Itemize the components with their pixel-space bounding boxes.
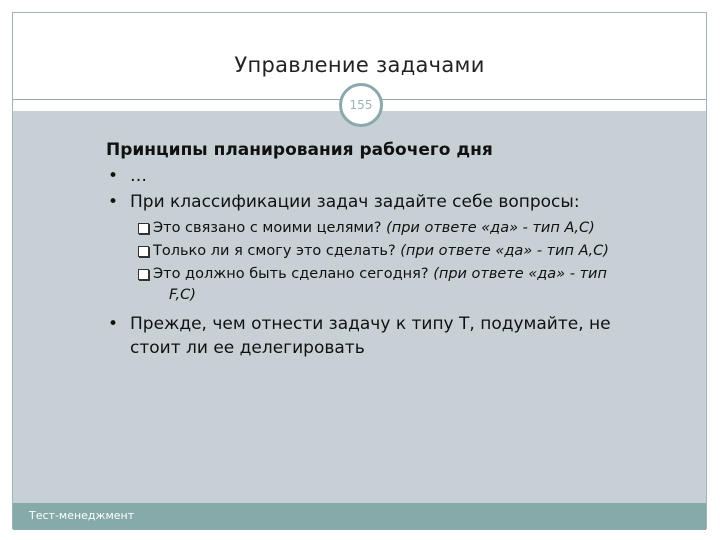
bullet-item <box>106 164 686 188</box>
bullet-item <box>106 190 686 214</box>
bullet-marker: • <box>108 314 119 334</box>
bullet-item <box>106 312 686 360</box>
question-answer-note: (при ответе «да» - тип <box>433 266 607 282</box>
footer-label: Тест-менеджмент <box>29 509 135 522</box>
content-heading: Принципы планирования рабочего дня <box>106 140 493 160</box>
question-answer-note: (при ответе «да» - тип А,С) <box>386 220 595 236</box>
question-text: Только ли я смогу это сделать? <box>153 243 401 259</box>
bullet-text: … <box>130 166 147 186</box>
checkbox-bullet-icon <box>138 269 149 280</box>
bullet-marker: • <box>108 166 119 186</box>
bullet-marker: • <box>108 192 119 212</box>
question-list <box>138 218 686 306</box>
footer-bar <box>13 503 706 530</box>
page-number-badge <box>339 83 383 127</box>
checkbox-bullet-icon <box>138 223 149 234</box>
question-item <box>138 218 686 239</box>
bullet-text-line-2: стоит ли ее делегировать <box>130 338 365 358</box>
question-text: Это должно быть сделано сегодня? <box>153 266 434 282</box>
question-item <box>138 264 686 306</box>
question-text: Это связано с моими целями? <box>153 220 387 236</box>
question-answer-note: (при ответе «да» - тип А,С) <box>400 243 609 259</box>
page-number: 155 <box>349 98 373 112</box>
question-item <box>138 241 686 262</box>
bullet-text: При классификации задач задайте себе вопросы: <box>130 192 580 212</box>
slide-body <box>106 140 686 360</box>
question-answer-note-continued: F,C) <box>169 287 196 303</box>
checkbox-bullet-icon <box>138 246 149 257</box>
bullet-text-line-1: Прежде, чем отнести задачу к типу Т, подумайте, не <box>130 314 611 334</box>
slide-title: Управление задачами <box>234 53 485 77</box>
